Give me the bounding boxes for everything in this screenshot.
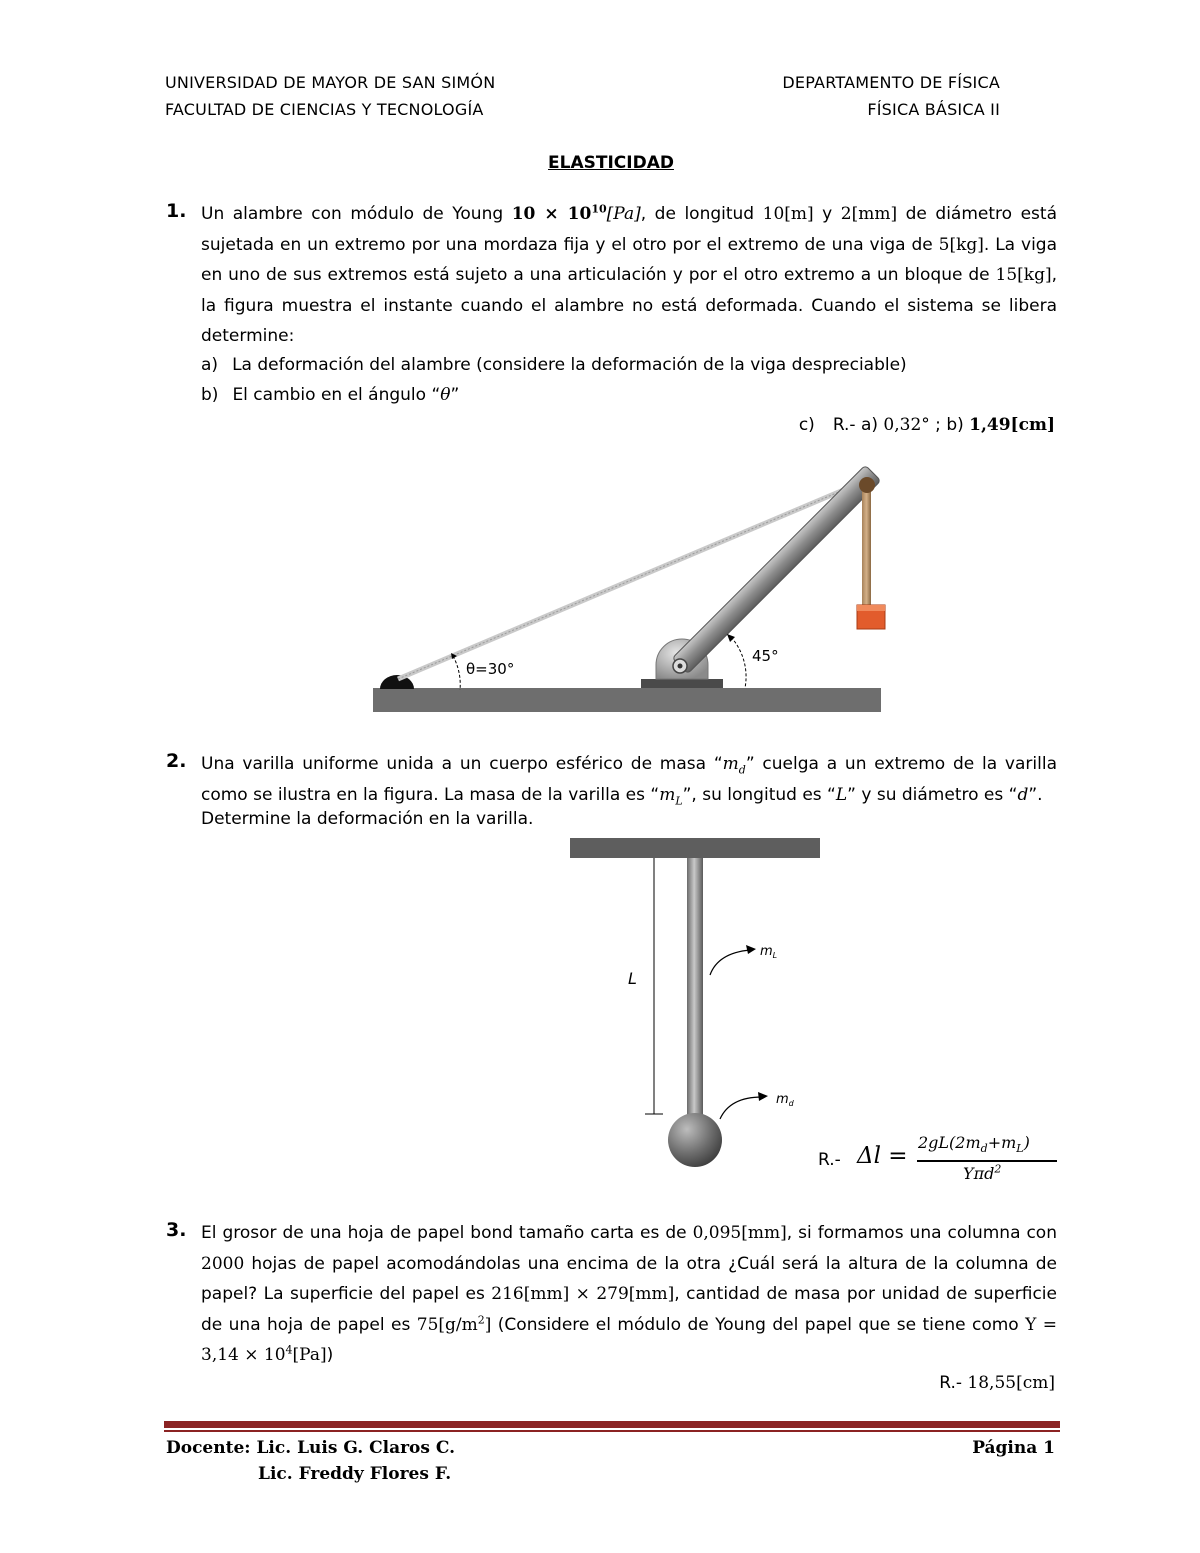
problem-2-answer-prefix: R.- xyxy=(818,1150,841,1170)
problem-3-text: El grosor de una hoja de papel bond tamaño carta es de 0,095[mm], si formamos una columna con 2000 hojas de papel acomodándolas una encima de la otra ¿Cuál será la altura de la columna de papel? La superficie del papel es 216[mm] × 279[mm], cantidad de masa por unidad de superficie de una hoja de papel es $75[g/m^2]$ (Considere el módulo de Young del papel que se tiene como $Y = 3,14 \times 10^4[Pa]$) xyxy=(201,1223,1058,1365)
figure-2-rod-sphere xyxy=(560,835,840,1180)
problem-3-number: 3. xyxy=(166,1219,187,1241)
page-title: ELASTICIDAD xyxy=(548,153,674,173)
wire-clamp xyxy=(380,675,414,689)
problem-1-answer: c) R.- a) 0,32° ; b) 1,49[cm] xyxy=(798,415,1055,435)
footer-rule-thin xyxy=(164,1430,1060,1432)
theta-label: θ=30° xyxy=(466,660,515,678)
angle-45-arc xyxy=(731,637,746,688)
fraction-bar xyxy=(917,1160,1057,1162)
problem-2-answer-denominator: Yπd$^2$ xyxy=(963,1162,1002,1183)
department-name: DEPARTAMENTO DE FÍSICA xyxy=(782,73,1000,92)
hinge-base xyxy=(641,679,723,688)
problem-1-text: Un alambre con módulo de Young $10 \times 10^{10}[Pa]$, de longitud 10[m] y 2[mm] de diámetro está sujetada en un extremo por una mordaza fija y el otro por el extremo de una viga de 5[kg]. La viga en uno de sus extremos está sujeto a una articulación y por el otro extremo a un bloque de 15[kg], la figura muestra el instante cuando el alambre no está deformada. Cuando el sistema se libera determine: xyxy=(201,202,1058,346)
rope-pulley xyxy=(859,477,875,493)
problem-2-question: Determine la deformación en la varilla. xyxy=(201,809,534,829)
mL-arrow xyxy=(710,950,750,975)
sphere xyxy=(668,1113,722,1167)
mL-label: $m_L$ xyxy=(760,944,778,960)
problem-3-answer: R.- 18,55[cm] xyxy=(939,1373,1055,1393)
university-name: UNIVERSIDAD DE MAYOR DE SAN SIMÓN xyxy=(165,73,496,92)
ceiling xyxy=(570,838,820,858)
problem-2-number: 2. xyxy=(166,750,187,772)
problem-2-answer-numerator: $2gL(2m_d+m_L)$ xyxy=(918,1133,1030,1156)
footer-rule xyxy=(164,1421,1060,1428)
md-label: $m_d$ xyxy=(776,1092,794,1108)
rod-length-label: L xyxy=(628,969,637,988)
problem-2-answer-lhs: Δl = xyxy=(857,1143,908,1169)
problem-2-text: Una varilla uniforme unida a un cuerpo esférico de masa “$m_d$” cuelga a un extremo de la varilla como se ilustra en la figura. La masa de la varilla es “$m_L$”, su longitud es “L” y su diámetro es “d”. xyxy=(201,754,1057,807)
problem-1-item-a: a) La deformación del alambre (considere la deformación de la viga despreciable) xyxy=(201,355,907,375)
footer-second-teacher: Lic. Freddy Flores F. xyxy=(258,1464,452,1484)
course-name: FÍSICA BÁSICA II xyxy=(867,100,1000,119)
md-arrow xyxy=(720,1097,762,1119)
problem-1-number: 1. xyxy=(166,200,187,222)
floor xyxy=(373,688,881,712)
angle-45-label: 45° xyxy=(752,647,779,665)
faculty-name: FACULTAD DE CIENCIAS Y TECNOLOGÍA xyxy=(165,100,484,119)
figure-1-beam-system xyxy=(360,460,900,720)
rope xyxy=(862,483,871,607)
theta-arc xyxy=(453,656,460,690)
beam xyxy=(672,465,881,674)
rod xyxy=(687,858,703,1120)
footer-page-number: Página 1 xyxy=(972,1438,1055,1458)
footer-docente: Docente: Lic. Luis G. Claros C. xyxy=(166,1438,456,1458)
problem-1-item-b: b) El cambio en el ángulo “θ” xyxy=(201,385,460,405)
